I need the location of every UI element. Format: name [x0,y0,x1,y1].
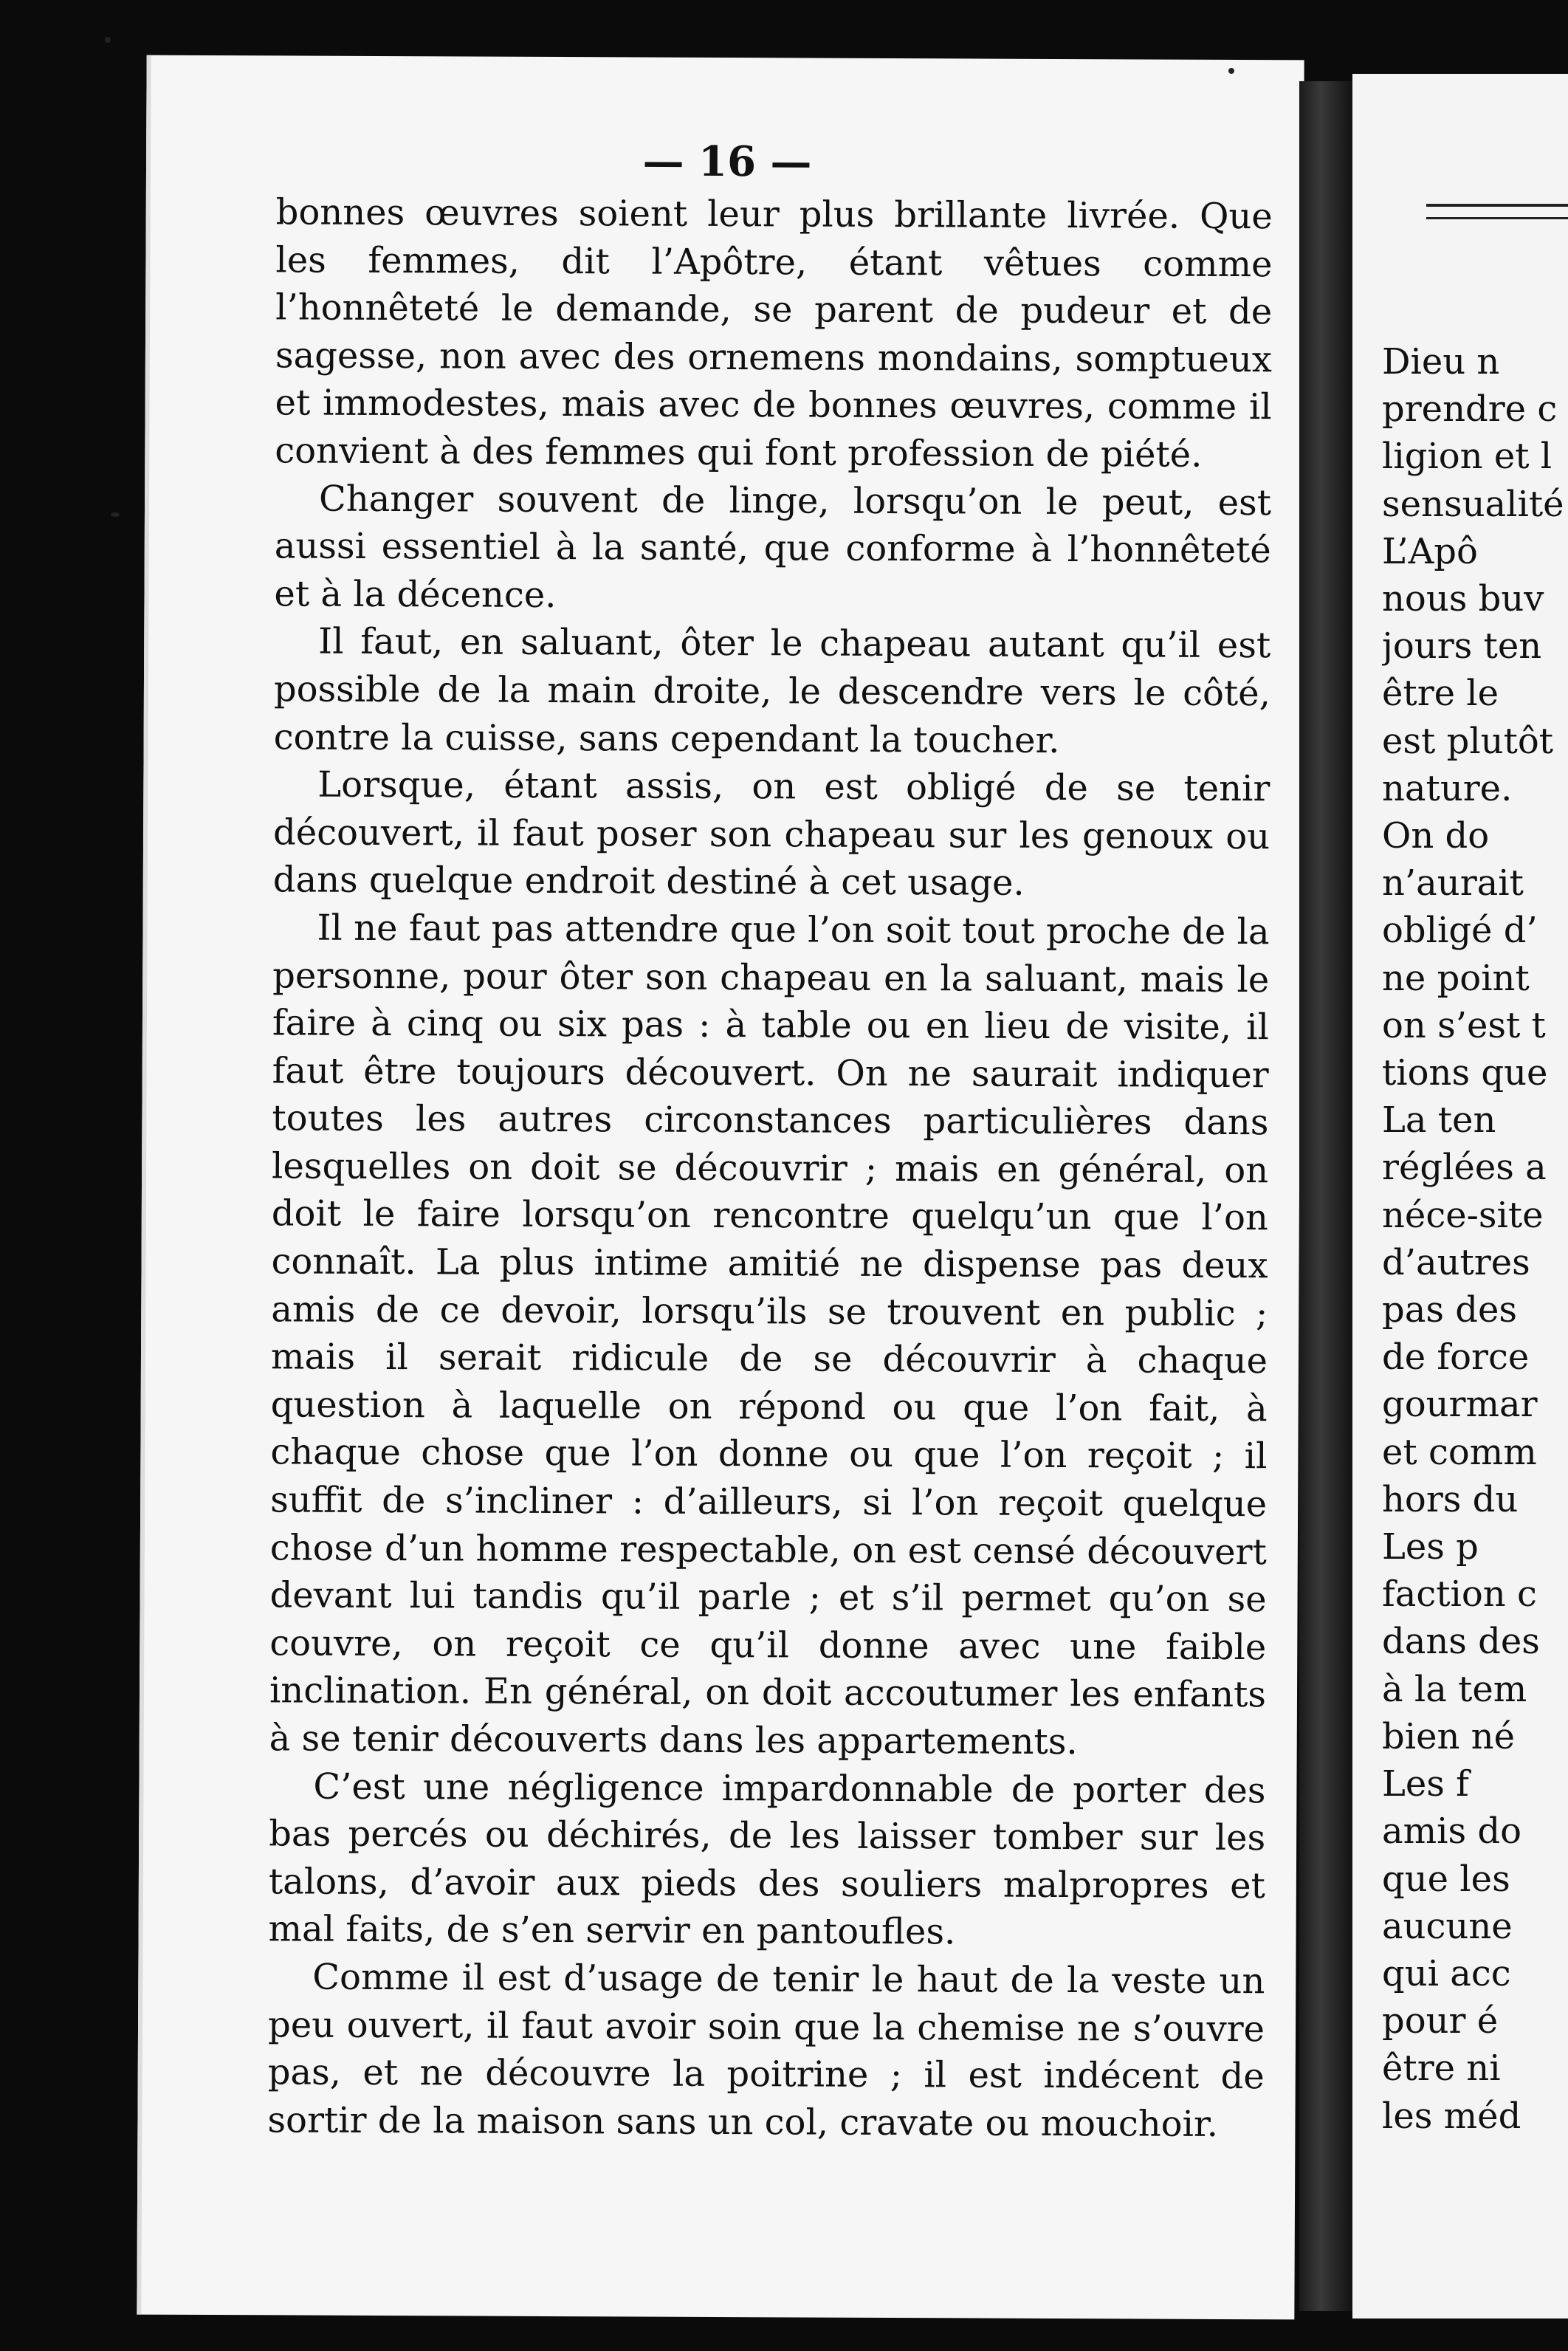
right-page-line: ne point [1382,957,1530,999]
right-page-line: les méd [1382,2095,1521,2137]
right-page-line: amis do [1382,1811,1521,1853]
body-text [267,188,1273,2148]
right-page-line: On do [1382,815,1490,857]
right-page-line: L’Apô [1382,530,1478,572]
right-page-line: prendre c [1382,388,1558,430]
right-page-line: de force [1382,1336,1530,1379]
scan-speck [111,512,120,517]
right-page-line: réglées a [1382,1147,1547,1189]
right-page-line: nature. [1382,767,1513,809]
right-page-line: Les f [1382,1763,1469,1805]
right-page-line: jours ten [1382,625,1542,667]
right-page-line: ligion et l [1382,436,1552,478]
paragraph: bonnes œuvres soient leur plus brillante livrée. Que les femmes, dit l’Apôtre, étant vêtues comme l’honnêteté le demande, se parent de pudeur et de sagesse, non avec des ornemens mondains, somptueux et immodestes, mais avec de bonnes œuvres, comme il convient à des femmes qui font profession de piété. [275,191,1273,476]
right-page-line: on s’est t [1382,1004,1546,1046]
right-page-line: gourmar [1382,1384,1538,1426]
right-page [1352,74,1568,2319]
right-page-text [1382,338,1568,2140]
right-page-line: bien né [1382,1715,1515,1757]
right-page-line: être ni [1382,2048,1501,2090]
right-page-line: dans des [1382,1621,1540,1663]
paragraph: Il faut, en saluant, ôter le chapeau autant qu’il est possible de la main droite, le descendre vers le côté, contre la cuisse, sans cependant la toucher. [273,620,1271,761]
scan-speck [105,37,111,43]
right-page-line: à la tem [1382,1668,1527,1710]
right-page-line: d’autres [1382,1241,1530,1283]
right-page-line: que les [1382,1858,1510,1900]
right-page-line: est plutôt [1382,720,1554,762]
left-page [137,55,1304,2320]
right-page-line: pour é [1382,2000,1499,2042]
right-page-line: pas des [1382,1289,1517,1331]
right-page-line: hors du [1382,1478,1519,1520]
right-page-line: n’aurait [1382,862,1524,905]
right-page-line: être le [1382,673,1499,715]
right-page-line: néce-site [1382,1194,1544,1236]
paragraph: Comme il est d’usage de tenir le haut de la veste un peu ouvert, il faut avoir soin que la chemise ne s’ouvre pas, et ne découvre la poitrine ; il est indécent de sortir de la maison sans un col, cravate ou mouchoir. [267,1956,1265,2145]
paragraph: Il ne faut pas attendre que l’on soit tout proche de la personne, pour ôter son chapeau en la saluant, mais le faire à cinq ou six pas : à table ou en lieu de visite, il faut être toujours découvert. On ne saurait indiquer toutes les autres circonstances particulières dans lesquelles on doit se découvrir ; mais en général, on doit le faire lorsqu’on rencontre quelqu’un que l’on connaît. La plus intime amitié ne dispense pas deux amis de ce devoir, lorsqu’ils se trouvent en public ; mais il serait ridicule de se découvrir à chaque question à laquelle on répond ou que l’on fait, à chaque chose que l’on donne ou que l’on reçoit ; il suffit de s’incliner : d’ailleurs, si l’on reçoit quelque chose d’un homme respectable, on est censé découvert devant lui tandis qu’il parle ; et s’il permet qu’on se couvre, on reçoit ce qu’il donne avec une faible inclination. En général, on doit accoutumer les enfants à se tenir découverts dans les appartements. [269,907,1270,1763]
right-page-line: nous buv [1382,578,1544,620]
right-page-line: Les p [1382,1526,1479,1568]
right-page-line: obligé d’ [1382,910,1538,952]
right-page-line: La ten [1382,1099,1496,1142]
right-page-line: tions que [1382,1052,1548,1094]
right-page-line: et comm [1382,1431,1537,1473]
paragraph: Lorsque, étant assis, on est obligé de se tenir découvert, il faut poser son chapeau sur les genoux ou dans quelque endroit destiné à cet usage. [272,763,1270,905]
right-page-line: aucune [1382,1905,1513,1947]
book-gutter [1299,81,1352,2311]
right-page-line: sensualité [1382,483,1564,525]
right-page-line: Dieu n [1382,341,1500,382]
right-page-line: faction c [1382,1573,1537,1616]
right-page-line: qui acc [1382,1952,1511,1994]
paragraph: Changer souvent de linge, lorsqu’on le peut, est aussi essentiel à la santé, que conforme à l’honnêteté et à la décence. [274,478,1272,616]
page-number: — 16 — [642,137,812,187]
header-rule [1426,204,1568,219]
paragraph: C’est une négligence impardonnable de porter des bas percés ou déchirés, de les laisser tomber sur les talons, d’avoir aux pieds des souliers malpropres et mal faits, de s’en servir en pantoufles. [268,1765,1266,1953]
scan-speck [1228,68,1234,74]
